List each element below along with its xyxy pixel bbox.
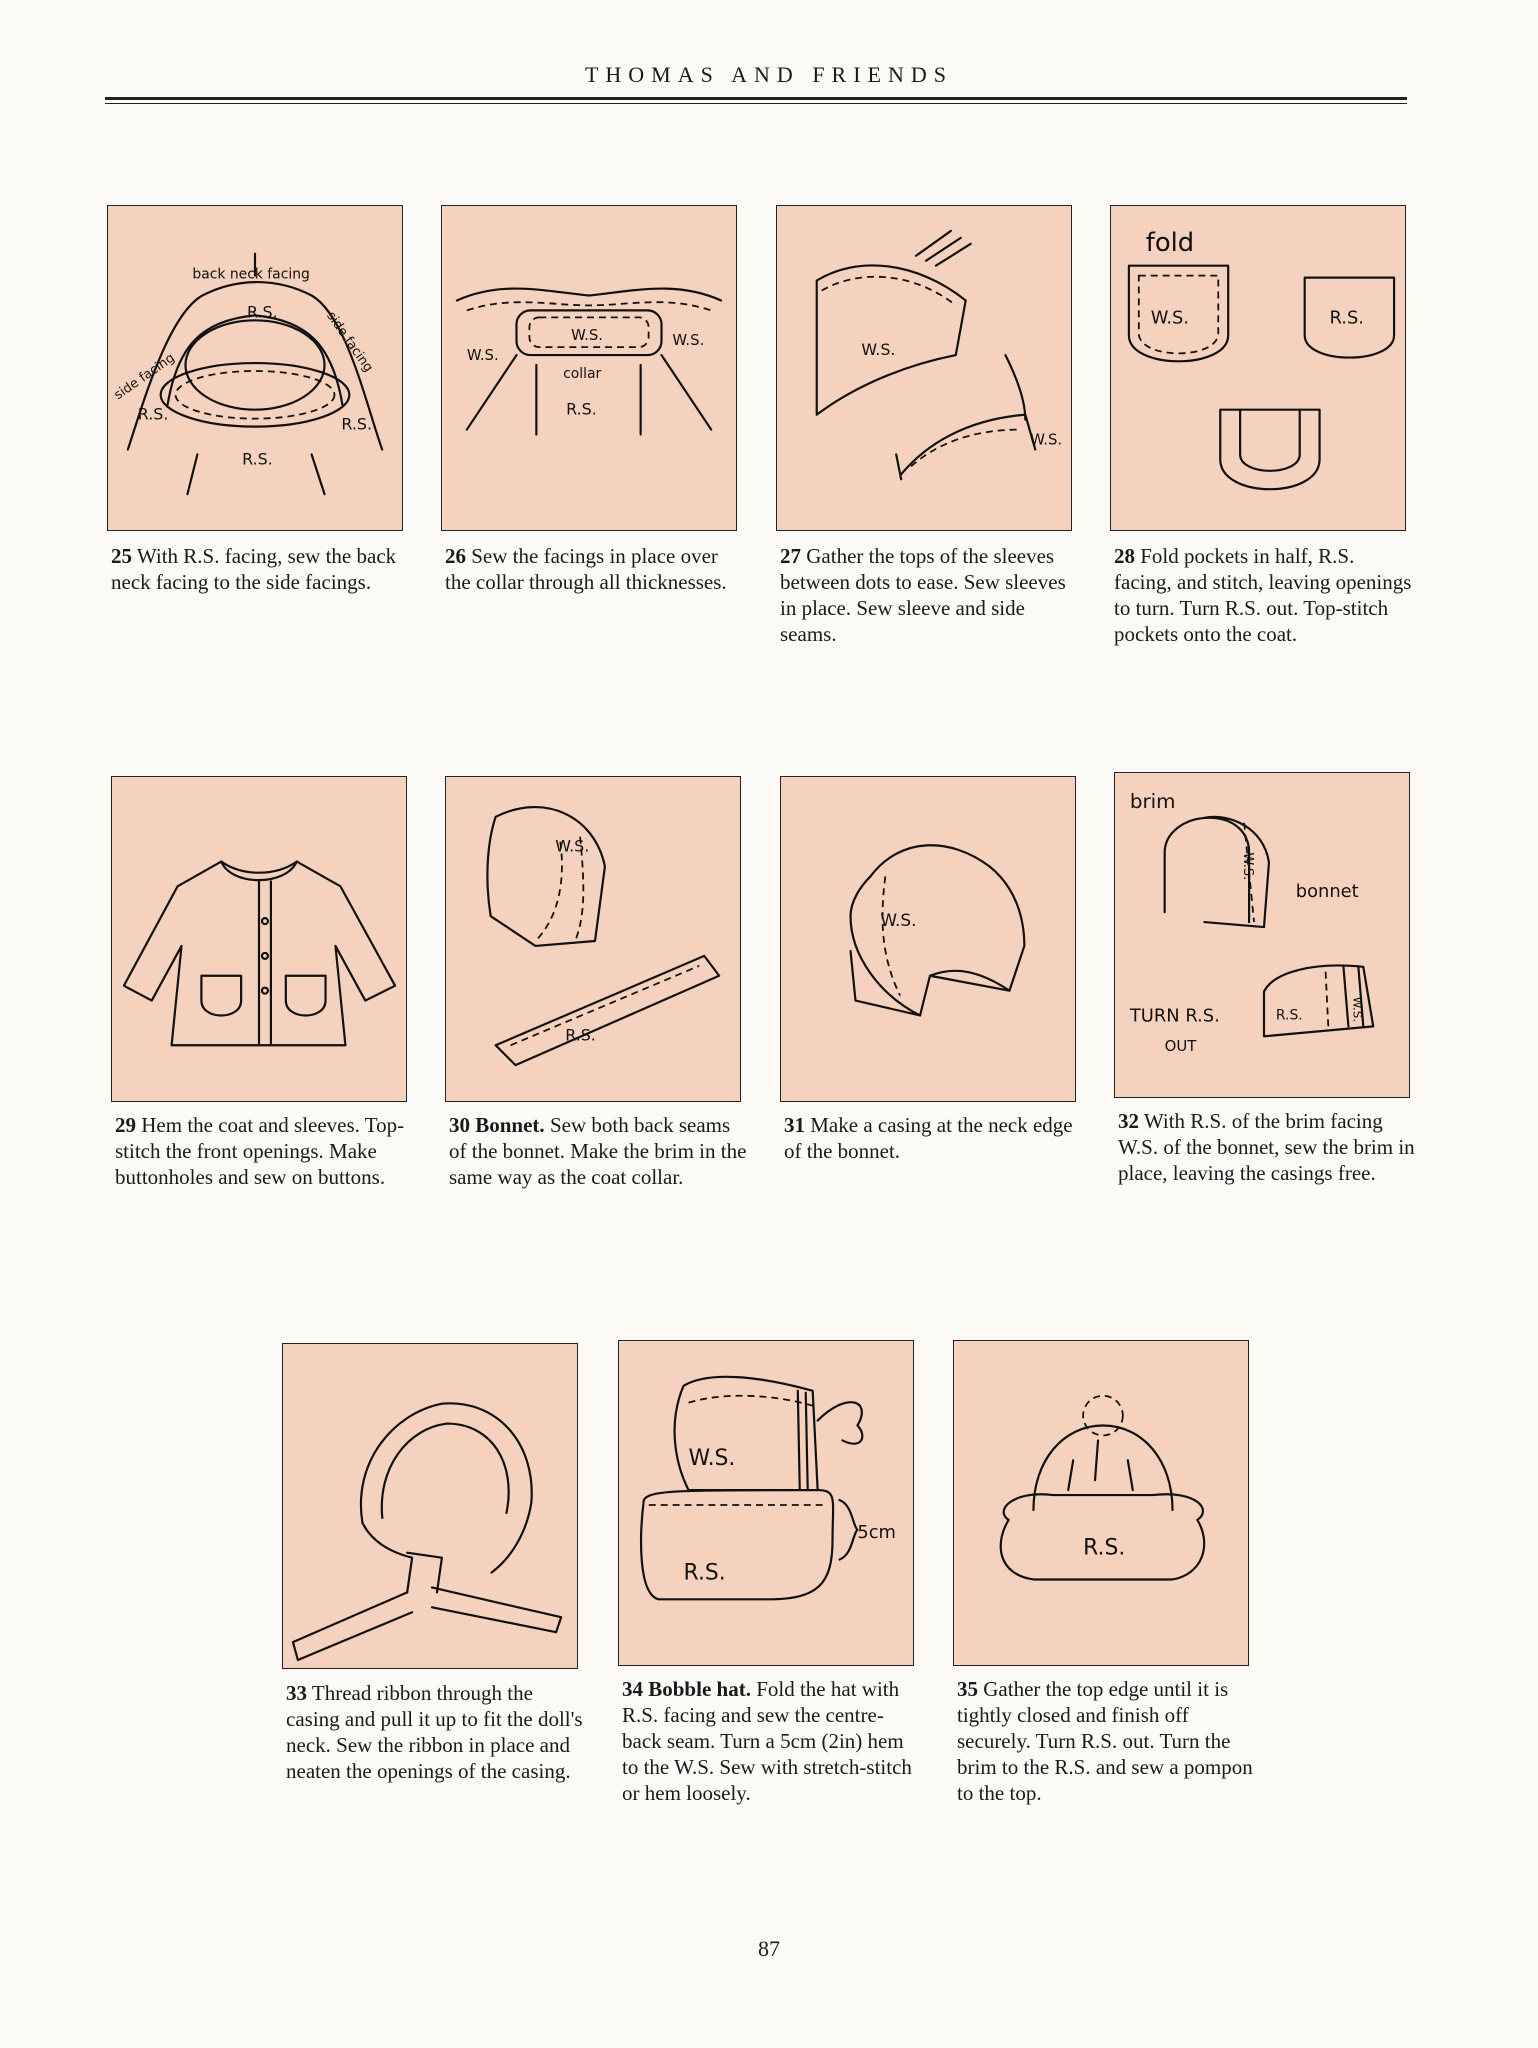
label-rs: R.S. xyxy=(1083,1535,1126,1561)
label-brim: brim xyxy=(1129,789,1176,813)
header-rule-thin xyxy=(105,103,1407,104)
step-32-caption: 32 With R.S. of the brim facing W.S. of the bonnet, sew the brim in place, leaving the casings free. xyxy=(1118,1109,1415,1185)
step-30-caption: 30 Bonnet. Sew both back seams of the bonnet. Make the brim in the same way as the coat collar. xyxy=(449,1113,747,1189)
label-collar: collar xyxy=(563,365,602,382)
label-bonnet: bonnet xyxy=(1295,881,1359,903)
label-ws: W.S. xyxy=(861,340,896,360)
step-31-caption: 31 Make a casing at the neck edge of the bonnet. xyxy=(784,1113,1073,1163)
step-33-illustration xyxy=(282,1343,578,1669)
label-ws: W.S. xyxy=(555,836,590,856)
label-side-facing-right: side facing xyxy=(323,309,376,376)
step-32-illustration xyxy=(1114,772,1410,1098)
step-33-caption: 33 Thread ribbon through the casing and pull it up to fit the doll's neck. Sew the ribbon in place and neaten the openings of the casing. xyxy=(286,1681,583,1783)
step-26-caption: 26 Sew the facings in place over the collar through all thicknesses. xyxy=(445,544,727,594)
step-25-illustration xyxy=(107,205,403,531)
label-out: OUT xyxy=(1164,1037,1197,1056)
label-turn-rs: TURN R.S. xyxy=(1129,1005,1220,1027)
label-side-facing-left: side facing xyxy=(111,350,178,404)
step-25-caption: 25 With R.S. facing, sew the back neck facing to the side facings. xyxy=(111,544,397,594)
step-29-illustration xyxy=(111,776,407,1102)
step-27-illustration xyxy=(776,205,1072,531)
step-35-illustration xyxy=(953,1340,1249,1666)
step-30-illustration xyxy=(445,776,741,1102)
label-ws: W.S. xyxy=(1240,852,1256,881)
label-rs: R.S. xyxy=(1275,1007,1303,1024)
label-rs-bottom: R.S. xyxy=(242,449,273,469)
header-rule xyxy=(105,97,1407,100)
step-31-illustration xyxy=(780,776,1076,1102)
label-fold: fold xyxy=(1145,227,1195,258)
label-ws-left: W.S. xyxy=(466,346,499,365)
step-29-caption: 29 Hem the coat and sleeves. Top-stitch the front openings. Make buttonholes and sew on buttons. xyxy=(115,1113,405,1189)
label-ws: W.S. xyxy=(688,1446,736,1472)
label-rs-right: R.S. xyxy=(341,414,373,434)
step-26-illustration xyxy=(441,205,737,531)
step-27-caption: 27 Gather the tops of the sleeves between dots to ease. Sew sleeves in place. Sew sleeve and side seams. xyxy=(780,544,1066,646)
step-28-caption: 28 Fold pockets in half, R.S. facing, and stitch, leaving openings to turn. Turn R.S. out. Top-stitch pockets onto the coat. xyxy=(1114,544,1412,646)
label-ws: W.S. xyxy=(1150,307,1190,329)
label-ws: W.S. xyxy=(880,910,917,931)
step-35-caption: 35 Gather the top edge until it is tightly closed and finish off securely. Turn R.S. out. Turn the brim to the R.S. and sew a pompon to the top. xyxy=(957,1677,1253,1805)
label-rs: R.S. xyxy=(683,1560,726,1586)
label-5cm: 5cm xyxy=(857,1521,896,1543)
label-rs: R.S. xyxy=(565,1025,596,1045)
label-rs: R.S. xyxy=(566,399,597,419)
step-34-caption: 34 Bobble hat. Fold the hat with R.S. facing and sew the centre-back seam. Turn a 5cm (2in) hem to the W.S. Sew with stretch-stitch or hem loosely. xyxy=(622,1677,912,1805)
step-34-illustration xyxy=(618,1340,914,1666)
label-rs: R.S. xyxy=(247,302,278,322)
running-header: THOMAS AND FRIENDS xyxy=(584,62,954,87)
page-number: 87 xyxy=(758,1936,780,1961)
label-ws-sleeve: W.S. xyxy=(1030,430,1063,449)
label-ws-center: W.S. xyxy=(571,326,604,345)
step-28-illustration xyxy=(1110,205,1406,531)
label-rs-left: R.S. xyxy=(137,404,169,424)
label-back-neck-facing: back neck facing xyxy=(192,266,310,283)
label-rs: R.S. xyxy=(1329,307,1364,329)
label-ws-2: W.S. xyxy=(1350,996,1365,1023)
label-ws-right: W.S. xyxy=(672,331,705,350)
